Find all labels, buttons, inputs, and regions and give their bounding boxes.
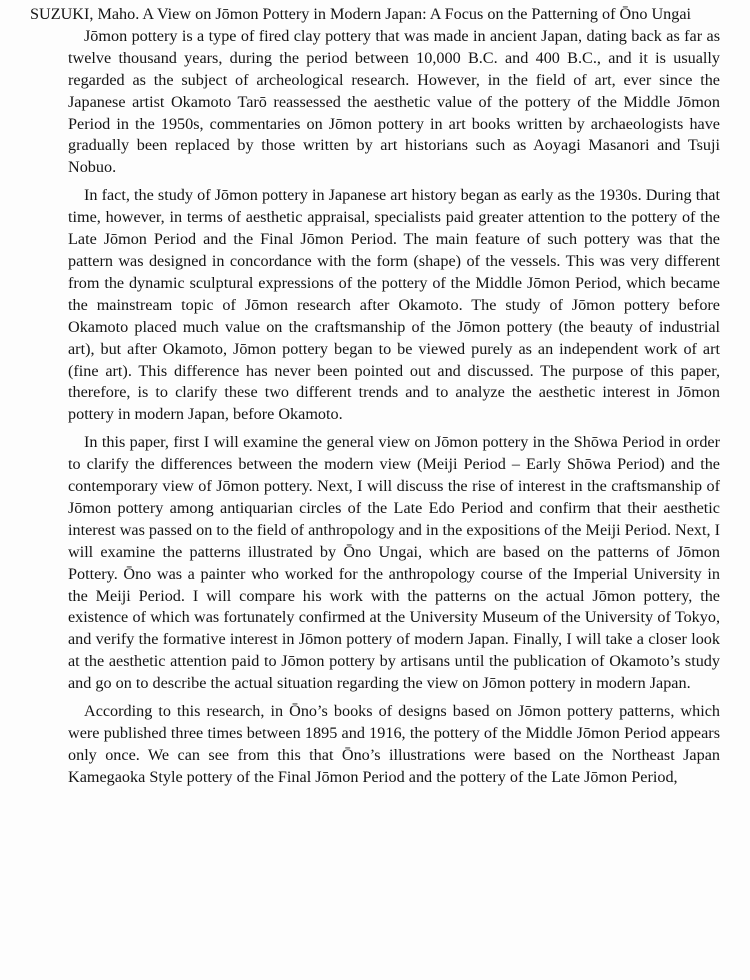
paragraph-2: In fact, the study of Jōmon pottery in Japanese art history began as early as the 1930s. During that time, however, in terms of aesthetic appraisal, specialists paid greater attention to the pottery of the Late Jōmon Period and the Final Jōmon Period. The main feature of such pottery was that the pattern was designed in concordance with the form (shape) of the vessels. This was very different from the dynamic sculptural expressions of the pottery of the Middle Jōmon Period, which became the mainstream topic of Jōmon research after Okamoto. The study of Jōmon pottery before Okamoto placed much value on the craftsmanship of the Jōmon pottery (the beauty of industrial art), but after Okamoto, Jōmon pottery began to be viewed purely as an independent work of art (fine art). This difference has never been pointed out and discussed. The purpose of this paper, therefore, is to clarify these two different trends and to analyze the aesthetic interest in Jōmon pottery in modern Japan, before Okamoto. <box>68 186 720 424</box>
paragraph-4: According to this research, in Ōno’s books of designs based on Jōmon pottery patterns, which were published three times between 1895 and 1916, the pottery of the Middle Jōmon Period appears only once. We can see from this that Ōno’s illustrations were based on the Northeast Japan Kamegaoka Style pottery of the Final Jōmon Period and the pottery of the Late Jōmon Period, <box>68 702 720 786</box>
abstract-text <box>30 4 720 789</box>
paragraph-3: In this paper, first I will examine the general view on Jōmon pottery in the Shōwa Period in order to clarify the differences between the modern view (Meiji Period – Early Shōwa Period) and the contemporary view of Jōmon pottery. Next, I will discuss the rise of interest in the craftsmanship of Jōmon pottery among antiquarian circles of the Late Edo Period and confirm that their aesthetic interest was passed on to the field of anthropology and in the expositions of the Meiji Period. Next, I will examine the patterns illustrated by Ōno Ungai, which are based on the patterns of Jōmon Pottery. Ōno was a painter who worked for the anthropology course of the Imperial University in the Meiji Period. I will compare his work with the patterns on the actual Jōmon pottery, the existence of which was fortunately confirmed at the University Museum of the University of Tokyo, and verify the formative interest in Jōmon pottery of modern Japan. Finally, I will take a closer look at the aesthetic attention paid to Jōmon pottery by artisans until the publication of Okamoto’s study and go on to describe the actual situation regarding the view on Jōmon pottery in modern Japan. <box>68 433 720 693</box>
article-header: SUZUKI, Maho. A View on Jōmon Pottery in Modern Japan: A Focus on the Patterning of Ōno Ungai <box>30 5 692 23</box>
paragraph-1: Jōmon pottery is a type of fired clay pottery that was made in ancient Japan, dating back as far as twelve thousand years, during the period between 10,000 B.C. and 400 B.C., and it is usually regarded as the subject of archeological research. However, in the field of art, ever since the Japanese artist Okamoto Tarō reassessed the aesthetic value of the pottery of the Middle Jōmon Period in the 1950s, commentaries on Jōmon pottery in art books written by archaeologists have gradually been replaced by those written by art historians such as Aoyagi Masanori and Tsuji Nobuo. <box>68 26 720 177</box>
